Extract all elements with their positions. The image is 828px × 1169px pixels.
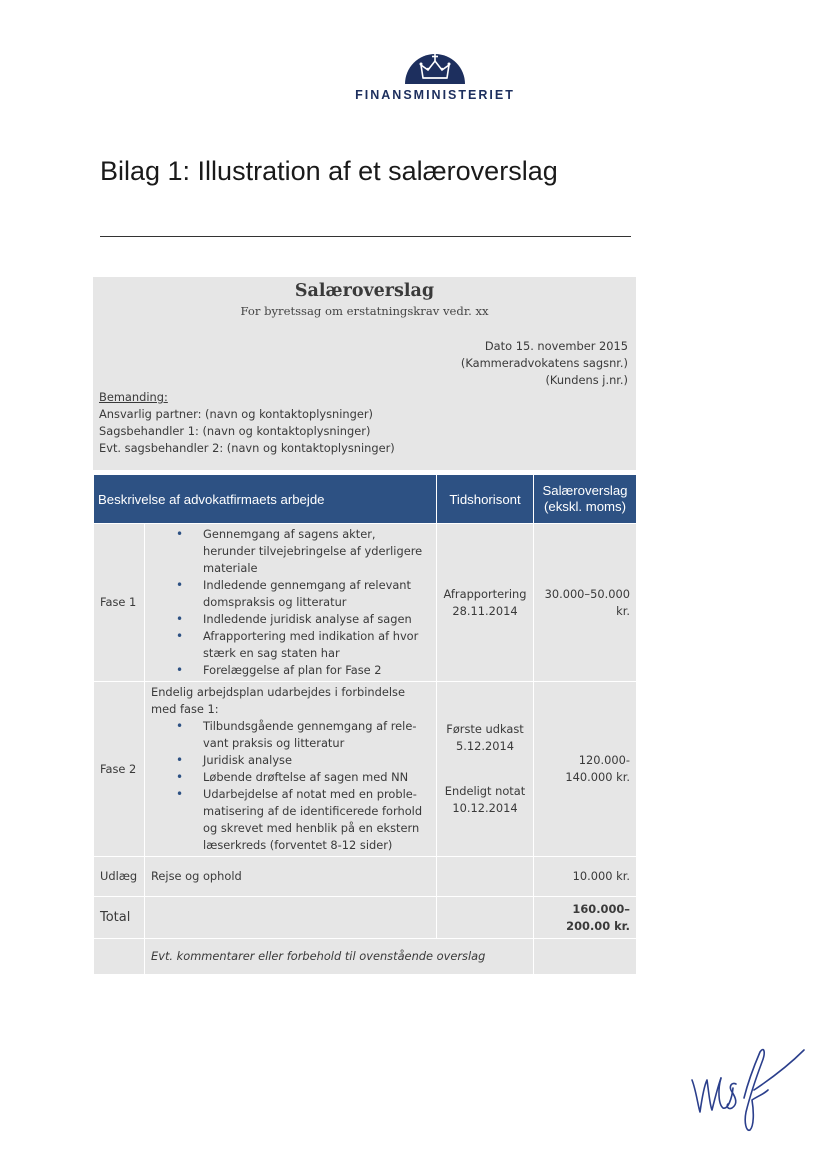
list-item: • Afrapportering med indikation af hvor stærk en sag staten har [176,629,419,660]
list-item: • Tilbundsgående gennemgang af rele-vant praksis og litteratur [176,719,417,750]
list-item: • Løbende drøftelse af sagen med NN [176,770,409,784]
bullet-icon: • [176,578,184,592]
phase-1-amount: 30.000–50.000 kr. [534,524,637,682]
comment-spacer [94,939,145,975]
client-number: (Kundens j.nr.) [545,373,628,387]
estimate-meta [461,338,628,389]
list-item: • Indledende gennemgang af relevant domspraksis og litteratur [176,578,411,609]
expenses-label: Udlæg [94,857,145,897]
bullet-icon: • [176,663,184,677]
signature [688,1038,808,1138]
total-label: Total [94,897,145,939]
comment-text: Evt. kommentarer eller forbehold til ovenstående overslag [145,939,534,975]
phase-2-amount: 120.000- 140.000 kr. [534,682,637,857]
table-row-phase-1 [94,524,637,682]
table-header-row [94,475,637,524]
estimate-header [93,277,636,470]
ministry-logo [345,50,525,102]
estimate-subtitle: For byretssag om erstatningskrav vedr. xx [240,304,489,318]
list-item: • Udarbejdelse af notat med en proble-matisering af de identificerede forhold og skrevet med henblik på en ekstern læserkreds (forventet 8-12 sider) [176,787,423,852]
staffing-block [99,389,395,457]
bullet-icon: • [176,719,184,733]
bullet-icon: • [176,629,184,643]
table-row-phase-2 [94,682,637,857]
case-number: (Kammeradvokatens sagsnr.) [460,356,628,370]
phase-2-description [145,682,437,857]
table-row-comment [94,939,637,975]
list-item: • Forelæggelse af plan for Fase 2 [176,663,382,677]
phase-1-timeline: Afrapportering 28.11.2014 [437,524,534,682]
ministry-name: FINANSMINISTERIET [355,88,515,102]
phase-2-task-list [151,718,430,854]
phase-2-label: Fase 2 [94,682,145,857]
total-amount: 160.000– 200.00 kr. [534,897,637,939]
total-description [145,897,437,939]
list-item: • Indledende juridisk analyse af sagen [176,612,412,626]
bullet-icon: • [176,787,184,801]
staff-case-handler-2: Evt. sagsbehandler 2: (navn og kontaktoplysninger) [99,441,395,455]
table-row-total [94,897,637,939]
staff-partner: Ansvarlig partner: (navn og kontaktoplysninger) [99,407,373,421]
comment-amount [534,939,637,975]
phase-2-intro: Endelig arbejdsplan udarbejdes i forbindelse med fase 1: [151,685,405,716]
expenses-description: Rejse og ophold [145,857,437,897]
estimate-title: Salæroverslag [294,281,435,301]
title-divider [100,236,631,237]
expenses-timeline [437,857,534,897]
phase-2-timeline: Første udkast 5.12.2014 Endeligt notat 10.12.2014 [437,682,534,857]
header-fee: Salæroverslag (ekskl. moms) [534,475,637,524]
bullet-icon: • [176,753,184,767]
bullet-icon: • [176,770,184,784]
header-description: Beskrivelse af advokatfirmaets arbejde [94,475,437,524]
list-item: • Juridisk analyse [176,753,293,767]
bullet-icon: • [176,612,184,626]
header-timeline: Tidshorisont [437,475,534,524]
list-item: • Gennemgang af sagens akter, herunder tilvejebringelse af yderligere materiale [176,527,423,575]
page-title: Bilag 1: Illustration af et salæroverslag [100,156,558,186]
expenses-amount: 10.000 kr. [534,857,637,897]
fee-estimate-table [93,474,637,975]
table-row-expenses [94,857,637,897]
total-timeline [437,897,534,939]
phase-1-description [145,524,437,682]
staff-case-handler-1: Sagsbehandler 1: (navn og kontaktoplysninger) [99,424,371,438]
phase-1-label: Fase 1 [94,524,145,682]
estimate-date: Dato 15. november 2015 [484,339,628,353]
phase-1-task-list [151,526,430,679]
staffing-label: Bemanding: [99,390,168,404]
bullet-icon: • [176,527,184,541]
crown-icon [403,50,467,84]
